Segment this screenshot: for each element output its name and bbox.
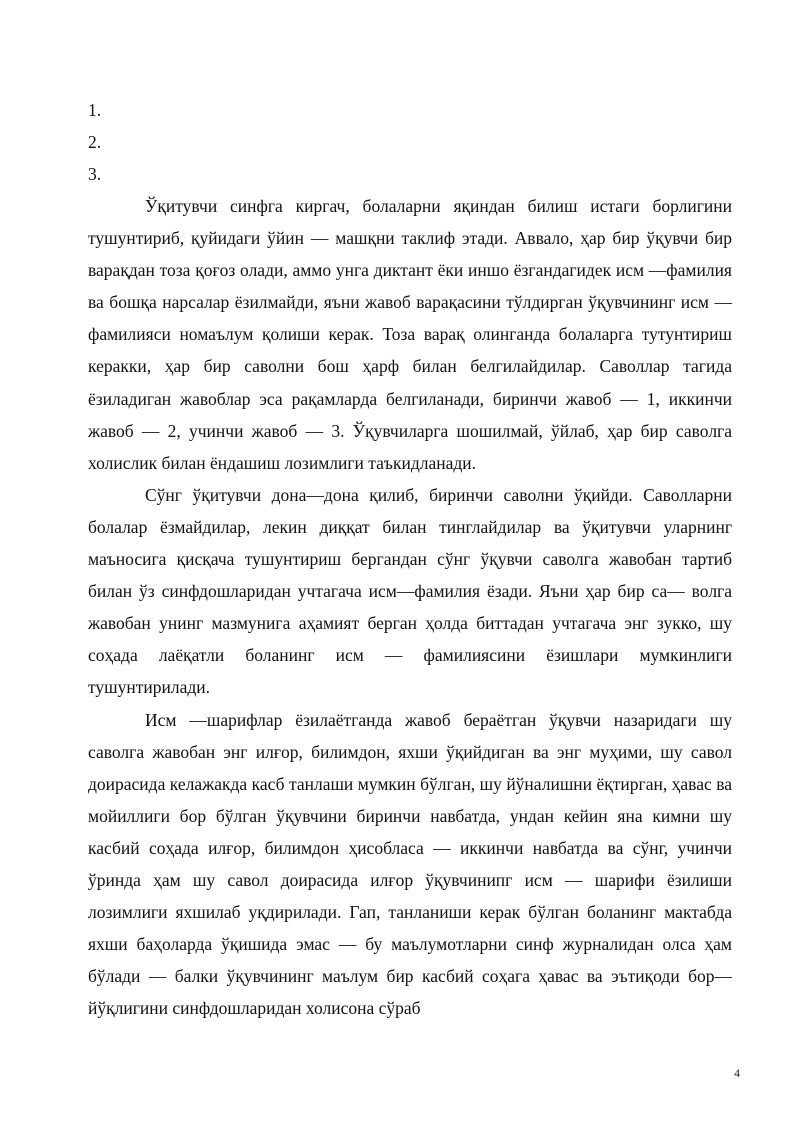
page-number: 4 bbox=[734, 1066, 740, 1080]
list-item: 3. bbox=[88, 164, 102, 184]
paragraph: Сўнг ўқитувчи дона—дона қилиб, биринчи саволни ўқийди. Саволларни болалар ёзмайдилар, лекин диққат билан тинглайдилар ва ўқитувчи уларнинг маъносига қисқача тушунтириш бергандан сўнг ўқувчи саволга жавобан тартиб билан ўз синфдошларидан учтагача исм—фамилия ёзади. Яъни ҳар бир са— волга жавобан унинг мазмунига аҳамият берган ҳолда биттадан учтагача энг зукко, шу соҳада лаёқатли боланинг исм — фамилиясини ёзишлари мумкинлиги тушунтирилади. bbox=[88, 484, 732, 698]
paragraph: Ўқитувчи синфга киргач, болаларни яқиндан билиш истаги борлигини тушунтириб, қуйидаги ўйин — машқни таклиф этади. Аввало, ҳар бир ўқувчи бир варақдан тоза қоғоз олади, аммо унга диктант ёки иншо ёзгандагидек исм —фамилия ва бошқа нарсалар ёзилмайди, яъни жавоб варақасини тўлдирган ўқувчининг исм — фамилияси номаълум қолиши керак. Тоза варақ олинганда болаларга тутунтириш керакки, ҳар бир саволни бош ҳарф билан белгилайдилар. Саволлар тагида ёзиладиган жавоблар эса рақамларда белгиланади, биринчи жавоб — 1, иккинчи жавоб — 2, учинчи жавоб — 3. Ўқувчиларга шошилмай, ўйлаб, ҳар бир саволга холислик билан ёндашиш лозимлиги таъкидланади. bbox=[88, 196, 732, 473]
list-item: 2. bbox=[88, 132, 102, 152]
paragraph: Исм —шарифлар ёзилаётганда жавоб бераётган ўқувчи назаридаги шу саволга жавобан энг илғор, билимдон, яхши ўқийдиган ва энг муҳими, шу савол доирасида келажакда касб танлаши мумкин бўлган, шу йўналишни ёқтирган, ҳавас ва мойиллиги бор бўлган ўқувчини биринчи навбатда, ундан кейин яна кимни шу касбий соҳада илғор, билимдон ҳисобласа — иккинчи навбатда ва сўнг, учинчи ўринда ҳам шу савол доирасида илғор ўқувчинипг исм — шарифи ёзилиши лозимлиги яхшилаб уқдирилади. Гап, танланиши керак бўлган боланинг мактабда яхши баҳоларда ўқишида эмас — бу маълумотларни синф журналидан олса ҳам бўлади — балки ўқувчининг маълум бир касбий соҳага ҳавас ва эътиқоди бор—йўқлигини синфдошларидан холисона сўраб bbox=[88, 709, 732, 1019]
list-item: 1. bbox=[88, 100, 102, 120]
numbered-list bbox=[88, 94, 732, 190]
document-page bbox=[88, 94, 732, 1024]
